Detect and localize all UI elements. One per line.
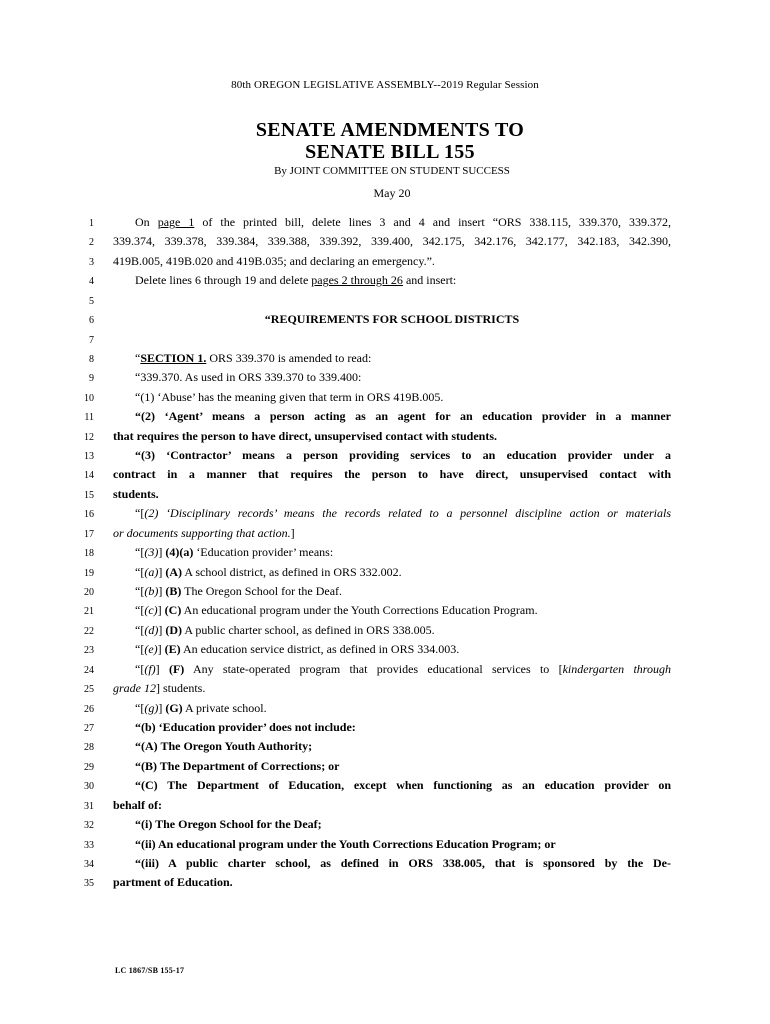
line-number: 6 — [89, 315, 94, 327]
line-text: “[(a)] (A) A school district, as defined in ORS 332.002. — [135, 564, 402, 579]
text-line — [0, 465, 770, 484]
line-text: contract in a manner that requires the person to have direct, unsupervised contact with — [113, 467, 671, 482]
text-line — [0, 563, 770, 582]
line-text: “(A) The Oregon Youth Authority; — [135, 739, 313, 754]
line-text: “[(g)] (G) A private school. — [135, 700, 267, 715]
line-number: 23 — [84, 645, 94, 657]
amendment-body — [0, 213, 770, 893]
line-number: 14 — [84, 470, 94, 482]
text-line — [0, 737, 770, 756]
text-line — [0, 232, 770, 251]
line-number: 29 — [84, 761, 94, 773]
line-text: that requires the person to have direct, unsupervised contact with students. — [113, 428, 498, 443]
line-text: “(2) ‘Agent’ means a person acting as an agent for an education provider in a manner — [135, 409, 671, 424]
text-line — [0, 835, 770, 854]
committee-byline: By JOINT COMMITTEE ON STUDENT SUCCESS — [274, 165, 510, 177]
line-text: “SECTION 1. ORS 339.370 is amended to read: — [135, 350, 372, 365]
line-text: or documents supporting that action.] — [113, 525, 295, 540]
text-line — [0, 815, 770, 834]
line-number: 2 — [89, 237, 94, 249]
text-line — [0, 524, 770, 543]
text-line — [0, 718, 770, 737]
text-line — [0, 796, 770, 815]
line-number: 24 — [84, 664, 94, 676]
line-text: “[(e)] (E) An education service district, as defined in ORS 334.003. — [135, 642, 460, 657]
text-line — [0, 601, 770, 620]
line-text: behalf of: — [113, 797, 162, 812]
line-number: 18 — [84, 548, 94, 560]
text-line — [0, 776, 770, 795]
line-text: students. — [113, 486, 159, 501]
line-number: 5 — [89, 295, 94, 307]
line-number: 13 — [84, 451, 94, 463]
text-line — [0, 854, 770, 873]
line-number: 10 — [84, 392, 94, 404]
line-text: “[(3)] (4)(a) ‘Education provider’ means: — [135, 545, 334, 560]
text-line — [0, 271, 770, 290]
text-line — [0, 368, 770, 387]
line-text: “[(c)] (C) An educational program under the Youth Corrections Education Program. — [135, 603, 538, 618]
line-number: 16 — [84, 509, 94, 521]
amendment-date: May 20 — [373, 186, 411, 200]
line-text: “[(b)] (B) The Oregon School for the Deaf. — [135, 584, 343, 599]
line-number: 30 — [84, 781, 94, 793]
line-text: “(ii) An educational program under the Youth Corrections Education Program; or — [135, 836, 556, 851]
text-line — [0, 388, 770, 407]
line-text: “(b) ‘Education provider’ does not include: — [135, 719, 356, 734]
line-number: 26 — [84, 703, 94, 715]
line-number: 34 — [84, 858, 94, 870]
text-line — [0, 699, 770, 718]
text-line — [0, 310, 770, 329]
text-line — [0, 621, 770, 640]
line-text: “[(f)] (F) Any state-operated program that provides educational services to [kindergarten through — [135, 661, 671, 676]
text-line — [0, 407, 770, 426]
title-line-1: SENATE AMENDMENTS TO — [255, 119, 525, 141]
text-line — [0, 679, 770, 698]
text-line — [0, 330, 770, 349]
text-line — [0, 660, 770, 679]
line-number: 20 — [84, 587, 94, 599]
line-number: 28 — [84, 742, 94, 754]
line-number: 33 — [84, 839, 94, 851]
text-line — [0, 213, 770, 232]
line-number: 11 — [84, 412, 94, 424]
text-line — [0, 349, 770, 368]
text-line — [0, 485, 770, 504]
session-header: 80th OREGON LEGISLATIVE ASSEMBLY--2019 Regular Session — [231, 79, 539, 91]
line-text: “(3) ‘Contractor’ means a person providing services to an education provider under a — [135, 448, 671, 463]
line-number: 25 — [84, 684, 94, 696]
text-line — [0, 446, 770, 465]
line-text: “(1) ‘Abuse’ has the meaning given that term in ORS 419B.005. — [135, 389, 444, 404]
text-line — [0, 757, 770, 776]
line-number: 31 — [84, 800, 94, 812]
line-number: 15 — [84, 489, 94, 501]
line-number: 3 — [89, 256, 94, 268]
line-number: 21 — [84, 606, 94, 618]
text-line — [0, 252, 770, 271]
line-text: Delete lines 6 through 19 and delete pages 2 through 26 and insert: — [135, 273, 457, 288]
line-text: “(i) The Oregon School for the Deaf; — [135, 817, 322, 832]
line-text: “[(2) ‘Disciplinary records’ means the records related to a personnel discipline action or materials — [135, 506, 671, 521]
line-text: On page 1 of the printed bill, delete lines 3 and 4 and insert “ORS 338.115, 339.370, 339.372, — [135, 215, 671, 229]
line-number: 17 — [84, 528, 94, 540]
line-text: “(C) The Department of Education, except when functioning as an education provider on — [135, 778, 671, 793]
line-number: 8 — [89, 353, 94, 365]
text-line — [0, 543, 770, 562]
line-number: 22 — [84, 625, 94, 637]
line-number: 4 — [89, 276, 94, 288]
line-text: partment of Education. — [113, 875, 233, 890]
line-text: 419B.005, 419B.020 and 419B.035; and declaring an emergency.”. — [113, 253, 435, 268]
document-footer: LC 1867/SB 155-17 — [115, 966, 185, 975]
line-text: “(B) The Department of Corrections; or — [135, 758, 340, 773]
line-number: 35 — [84, 878, 94, 890]
text-line — [0, 873, 770, 892]
text-line — [0, 504, 770, 523]
text-line — [0, 427, 770, 446]
line-text: “[(d)] (D) A public charter school, as defined in ORS 338.005. — [135, 622, 435, 637]
line-number: 7 — [89, 334, 94, 346]
line-number: 1 — [89, 218, 94, 229]
line-text: grade 12] students. — [113, 681, 206, 696]
line-number: 12 — [84, 431, 94, 443]
section-heading: “REQUIREMENTS FOR SCHOOL DISTRICTS — [264, 312, 520, 327]
document-title — [0, 119, 770, 163]
text-line — [0, 291, 770, 310]
text-line — [0, 640, 770, 659]
line-text: 339.374, 339.378, 339.384, 339.388, 339.392, 339.400, 342.175, 342.176, 342.177, 342.183, 342.390, — [113, 234, 671, 249]
line-number: 19 — [84, 567, 94, 579]
text-line — [0, 582, 770, 601]
title-line-2: SENATE BILL 155 — [305, 141, 475, 163]
line-number: 32 — [84, 820, 94, 832]
line-number: 9 — [89, 373, 94, 385]
line-text: “339.370. As used in ORS 339.370 to 339.400: — [135, 370, 362, 385]
line-number: 27 — [84, 722, 94, 734]
line-text: “(iii) A public charter school, as defined in ORS 338.005, that is sponsored by the De- — [135, 855, 671, 870]
